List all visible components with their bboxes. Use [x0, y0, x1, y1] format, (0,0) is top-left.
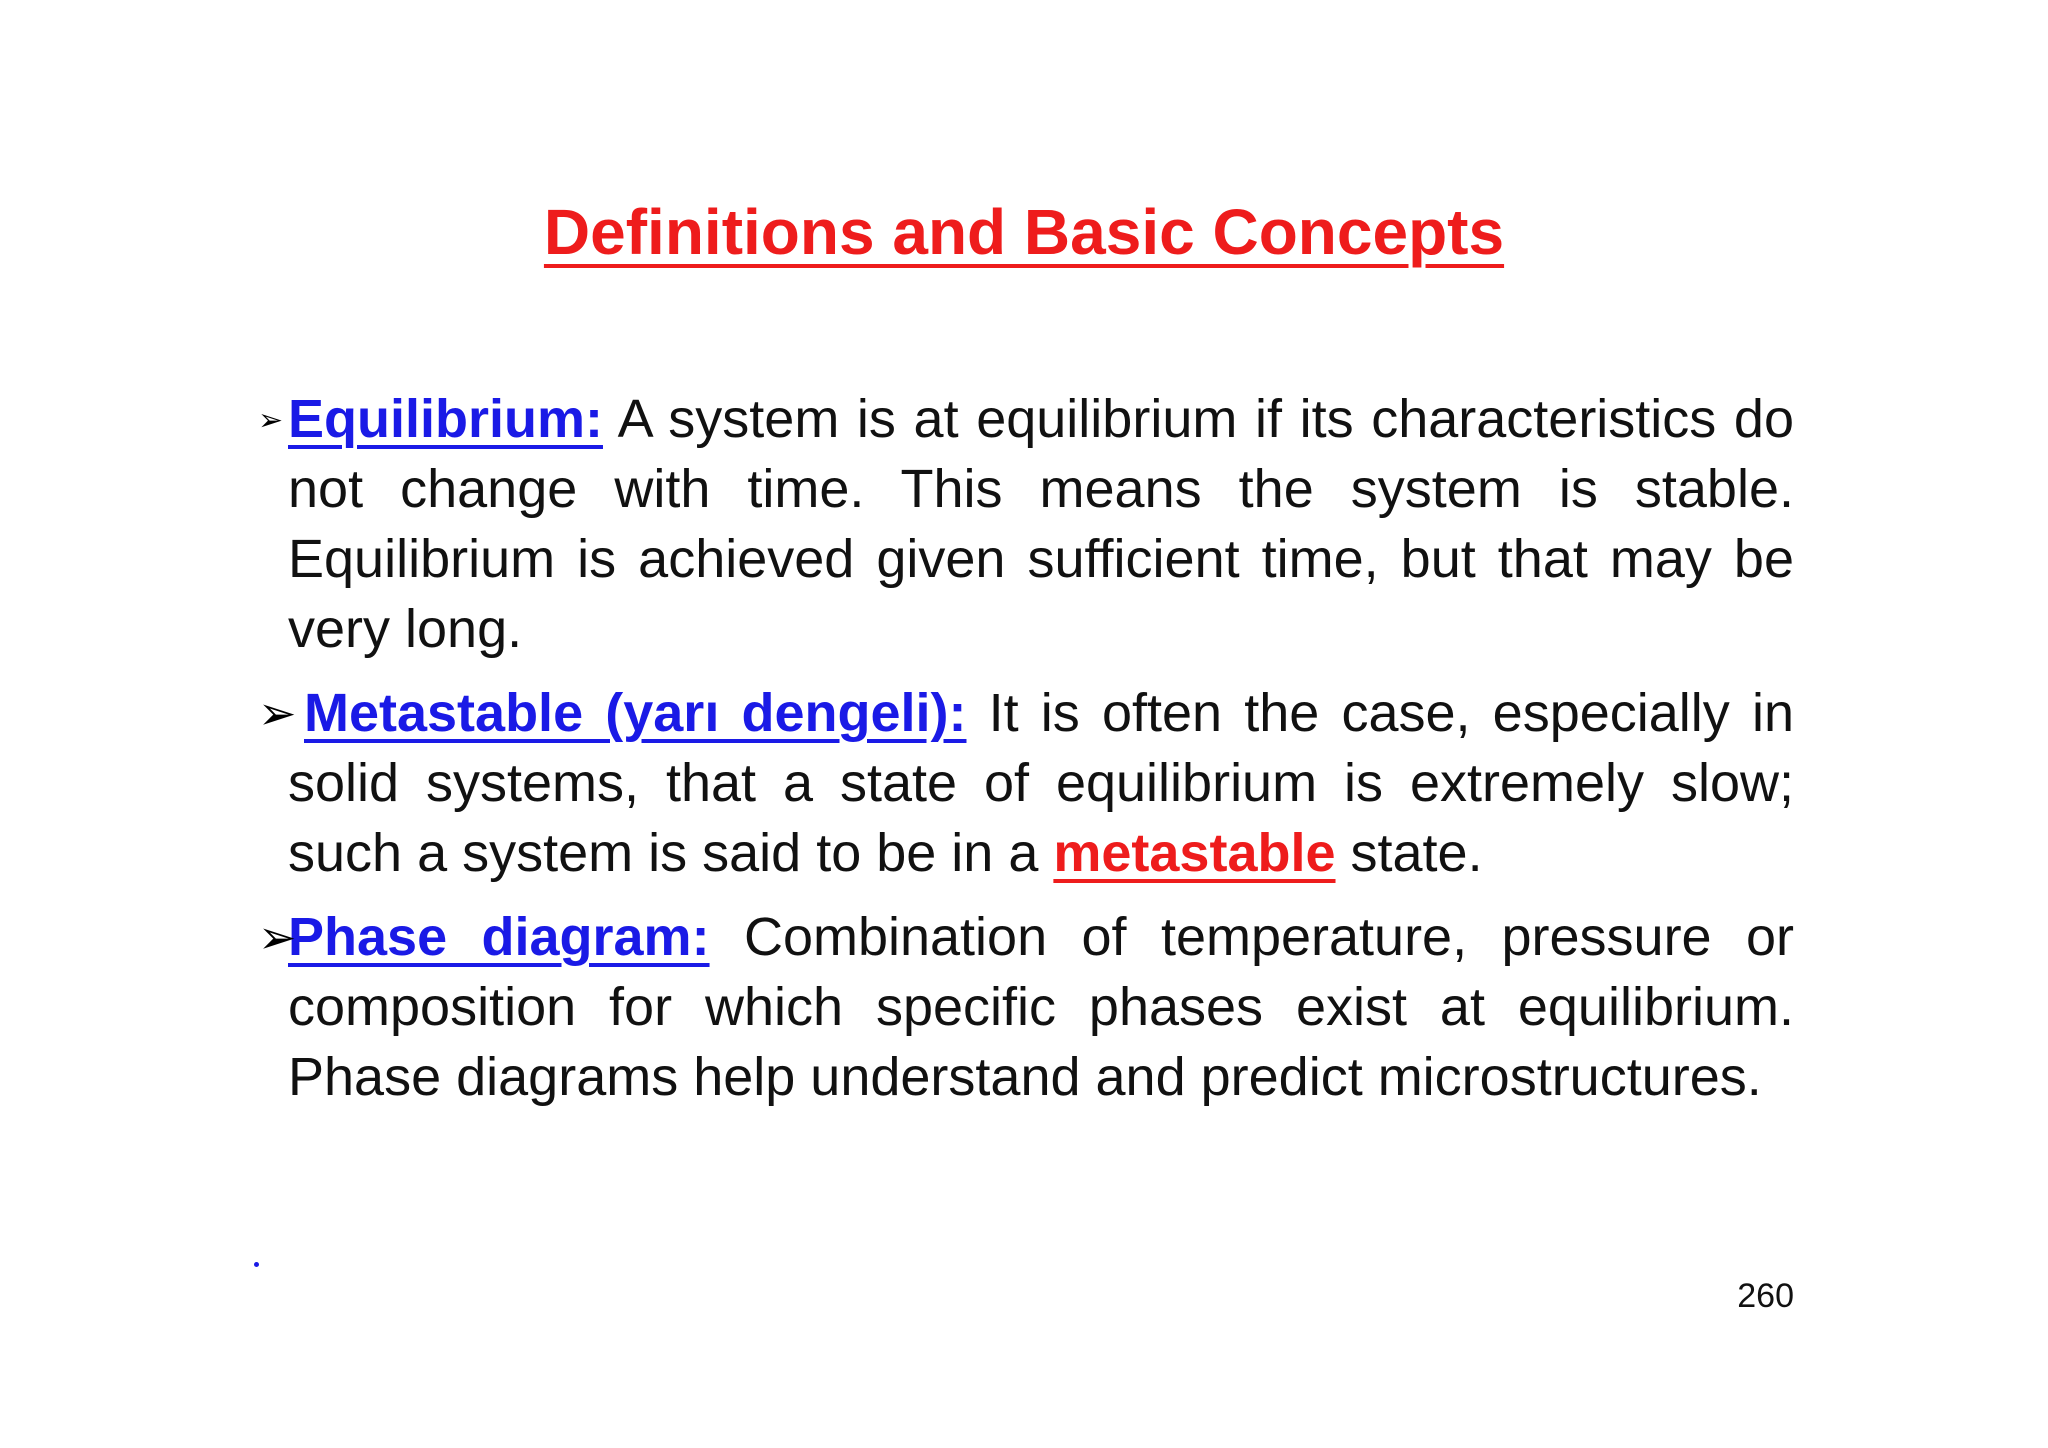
definition-equilibrium — [258, 384, 1794, 664]
slide-title-text: Definitions and Basic Concepts — [543, 196, 1505, 268]
arrow-bullet-icon: ➢ — [258, 403, 284, 438]
definition-metastable — [258, 678, 1794, 888]
definition-text-end: state. — [1335, 823, 1483, 883]
term-metastable: Metastable (yarı dengeli): — [304, 683, 967, 743]
definition-text: It is often the case, especially in solid systems, that a state of equilibrium is extremely slow; such a system is said to be in a — [288, 683, 1794, 883]
slide-title — [0, 192, 2048, 272]
highlight-metastable: metastable — [1053, 823, 1336, 883]
arrow-bullet-icon: ➢ — [258, 910, 297, 964]
arrow-bullet-icon: ➢ — [258, 686, 297, 740]
definitions-list — [258, 384, 1794, 1126]
stray-dot — [254, 1262, 259, 1267]
definition-phase-diagram — [258, 902, 1794, 1112]
term-phase-diagram: Phase diagram: — [288, 907, 710, 967]
definition-text: A system is at equilibrium if its characteristics do not change with time. This means the system is stable. Equilibrium is achieved given sufficient time, but that may be very long. — [288, 389, 1794, 659]
term-equilibrium: Equilibrium: — [288, 389, 603, 449]
definition-text: Combination of temperature, pressure or composition for which specific phases exist at equilibrium. Phase diagrams help understand and predict microstructures. — [288, 907, 1794, 1107]
page-number: 260 — [1737, 1277, 1794, 1315]
